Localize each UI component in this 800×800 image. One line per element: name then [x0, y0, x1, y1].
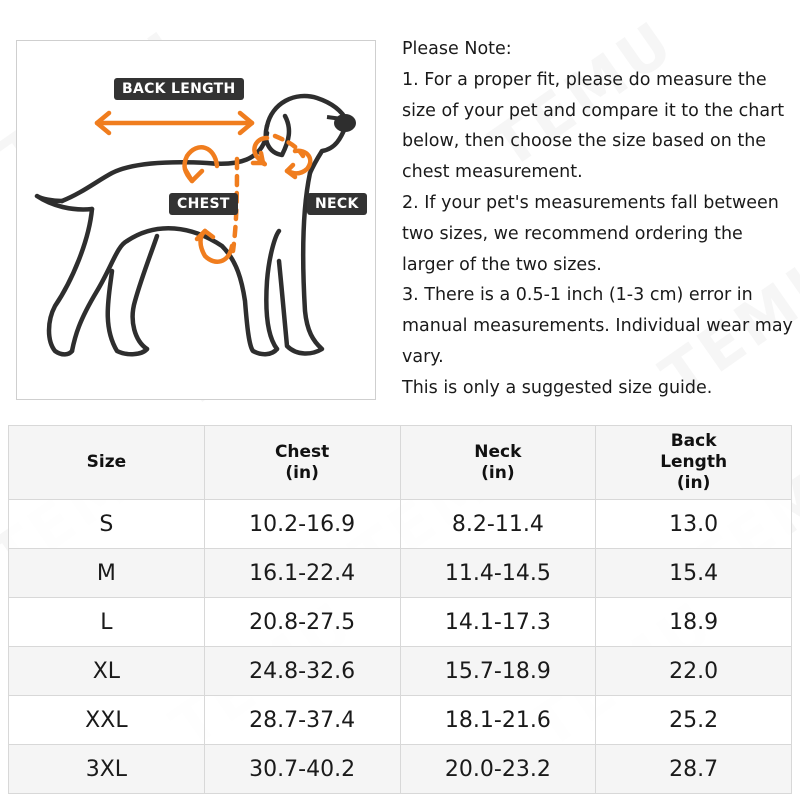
- cell-chest: 24.8-32.6: [204, 647, 400, 696]
- cell-neck: 18.1-21.6: [400, 696, 596, 745]
- note-title: Please Note:: [402, 39, 512, 59]
- cell-chest: 16.1-22.4: [204, 549, 400, 598]
- cell-chest: 30.7-40.2: [204, 745, 400, 794]
- note-line-2: 2. If your pet's measurements fall between two sizes, we recommend ordering the larger of the two sizes.: [402, 192, 779, 275]
- size-note: [402, 34, 797, 404]
- note-line-4: This is only a suggested size guide.: [402, 377, 713, 398]
- cell-size: 3XL: [9, 745, 205, 794]
- table-header-row: [9, 426, 792, 500]
- chest-label: CHEST: [169, 193, 238, 215]
- cell-size: XL: [9, 647, 205, 696]
- table-row: [9, 549, 792, 598]
- cell-back-length: 18.9: [596, 598, 792, 647]
- cell-back-length: 25.2: [596, 696, 792, 745]
- cell-size: L: [9, 598, 205, 647]
- cell-back-length: 13.0: [596, 500, 792, 549]
- size-chart-table: [8, 425, 792, 794]
- header-text: Neck: [474, 441, 522, 462]
- table-row: [9, 745, 792, 794]
- cell-back-length: 15.4: [596, 549, 792, 598]
- note-line-3: 3. There is a 0.5-1 inch (1-3 cm) error in manual measurements. Individual wear may vary.: [402, 285, 793, 367]
- cell-neck: 8.2-11.4: [400, 500, 596, 549]
- note-line-1: 1. For a proper fit, please do measure the size of your pet and compare it to the chart below, then choose the size based on the chest measurement.: [402, 69, 785, 183]
- table-row: [9, 598, 792, 647]
- cell-back-length: 28.7: [596, 745, 792, 794]
- table-row: [9, 696, 792, 745]
- cell-neck: 15.7-18.9: [400, 647, 596, 696]
- header-text: Length: [660, 452, 728, 472]
- header-text: Back: [670, 431, 717, 451]
- header-neck: [400, 426, 596, 500]
- header-chest: [204, 426, 400, 500]
- cell-chest: 10.2-16.9: [204, 500, 400, 549]
- header-size: [9, 426, 205, 500]
- neck-label: NECK: [307, 193, 367, 215]
- header-back-length: [596, 426, 792, 500]
- dog-measurement-diagram: [16, 40, 376, 400]
- cell-neck: 11.4-14.5: [400, 549, 596, 598]
- header-unit: (in): [676, 473, 711, 493]
- header-text: Size: [86, 452, 127, 472]
- cell-back-length: 22.0: [596, 647, 792, 696]
- table-row: [9, 647, 792, 696]
- back-length-label: BACK LENGTH: [114, 78, 244, 100]
- cell-size: S: [9, 500, 205, 549]
- cell-chest: 28.7-37.4: [204, 696, 400, 745]
- header-unit: (in): [481, 462, 515, 483]
- cell-size: M: [9, 549, 205, 598]
- cell-neck: 14.1-17.3: [400, 598, 596, 647]
- table-row: [9, 500, 792, 549]
- cell-neck: 20.0-23.2: [400, 745, 596, 794]
- header-text: Chest: [274, 441, 330, 462]
- cell-size: XXL: [9, 696, 205, 745]
- header-unit: (in): [285, 462, 319, 483]
- cell-chest: 20.8-27.5: [204, 598, 400, 647]
